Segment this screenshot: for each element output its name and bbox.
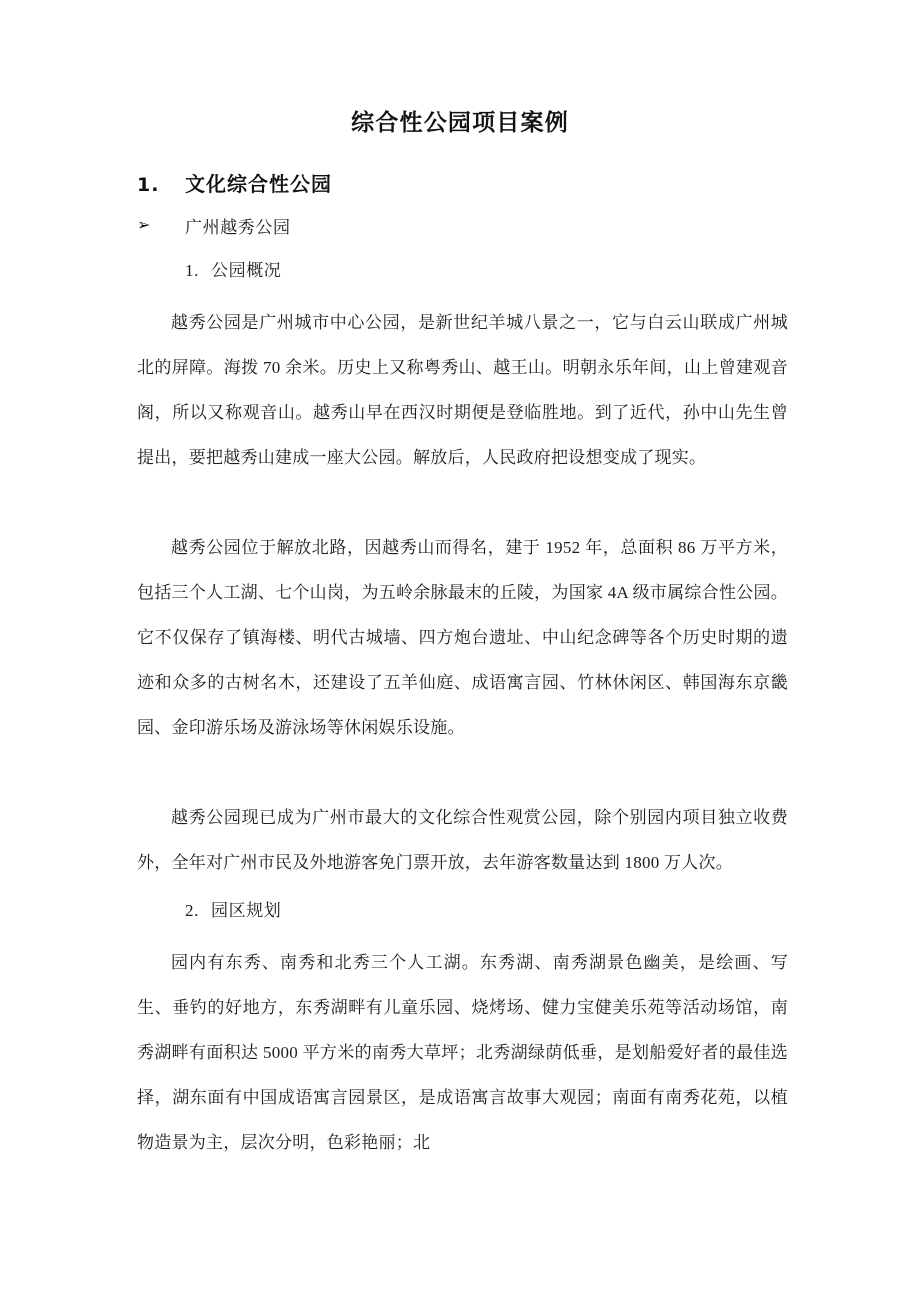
subsection-number: 2. [185, 901, 199, 920]
page-title: 综合性公园项目案例 [351, 110, 569, 136]
paragraph: 越秀公园现已成为广州市最大的文化综合性观赏公园，除个别园内项目独立收费外，全年对广州市民及外地游客免门票开放，去年游客数量达到 1800 万人次。 [137, 808, 788, 872]
paragraph: 园内有东秀、南秀和北秀三个人工湖。东秀湖、南秀湖景色幽美，是绘画、写生、垂钓的好地方，东秀湖畔有儿童乐园、烧烤场、健力宝健美乐苑等活动场馆，南秀湖畔有面积达 5000 平方米的南秀大草坪；北秀湖绿荫低垂，是划船爱好者的最佳选择，湖东面有中国成语寓言园景区，是成语寓言故事大观园；南面有南秀花苑，以植物造景为主，层次分明，色彩艳丽；北 [137, 953, 788, 1152]
paragraph: 越秀公园是广州城市中心公园，是新世纪羊城八景之一，它与白云山联成广州城北的屏障。海拨 70 余米。历史上又称粤秀山、越王山。明朝永乐年间，山上曾建观音阁，所以又称观音山。越秀山早在西汉时期便是登临胜地。到了近代，孙中山先生曾提出，要把越秀山建成一座大公园。解放后，人民政府把设想变成了现实。 [137, 313, 788, 467]
subsection-heading-label: 公园概况 [211, 261, 282, 280]
section-heading-1 [137, 168, 332, 197]
bullet-item-label: 广州越秀公园 [185, 218, 291, 237]
subsection-heading-park-overview [185, 256, 281, 281]
section-heading-label: 文化综合性公园 [185, 172, 332, 196]
subsection-heading-park-planning [185, 896, 281, 921]
subsection-number: 1. [185, 261, 199, 280]
paragraph: 越秀公园位于解放北路，因越秀山而得名，建于 1952 年，总面积 86 万平方米，包括三个人工湖、七个山岗，为五岭余脉最末的丘陵，为国家 4A 级市属综合性公园。它不仅保存了镇海楼、明代古城墙、四方炮台遗址、中山纪念碑等各个历史时期的遗迹和众多的古树名木，还建设了五羊仙庭、成语寓言园、竹林休闲区、韩国海东京畿园、金印游乐场及游泳场等休闲娱乐设施。 [137, 538, 788, 737]
subsection-heading-label: 园区规划 [211, 901, 282, 920]
triangle-bullet-icon: ➢ [137, 216, 152, 234]
section-number: 1. [137, 174, 160, 196]
bullet-item-guangzhou-yuexiu-park [137, 213, 291, 238]
